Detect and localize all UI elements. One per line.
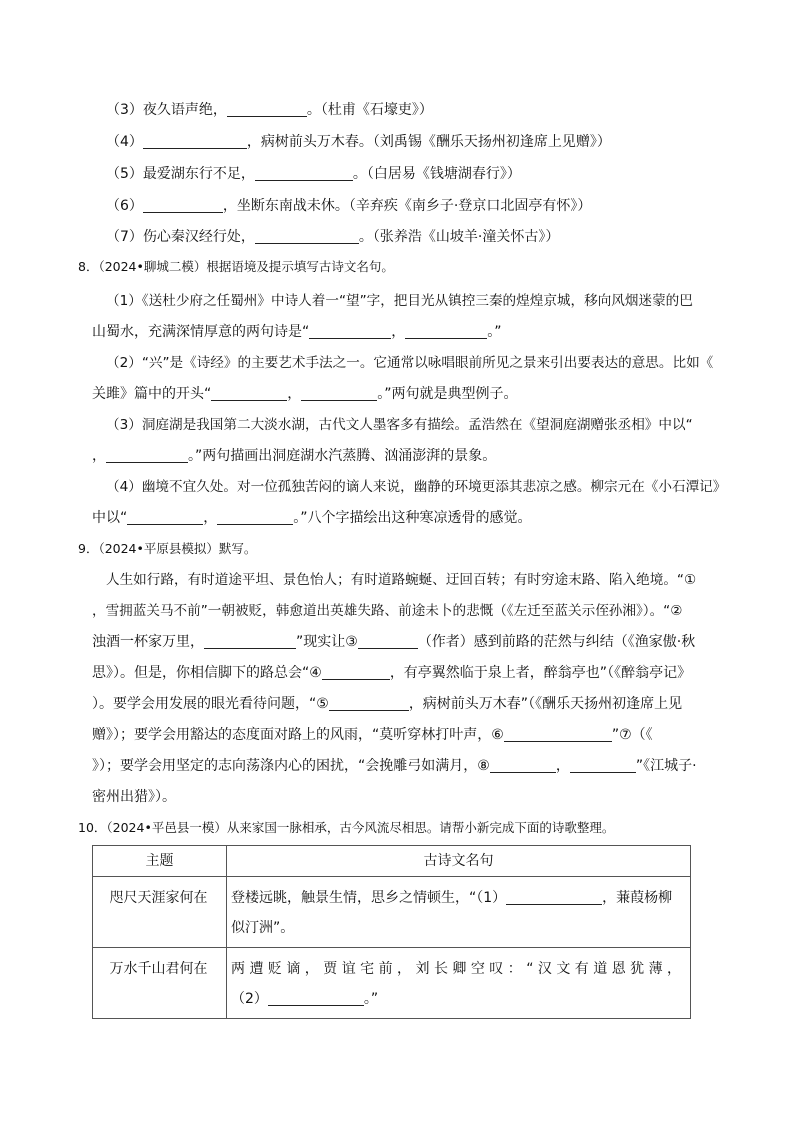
q9-line5: ）。要学会用发展的眼光看待问题，“⑤ ，病树前头万木春”（《酬乐天扬州初逢席上见: [92, 696, 683, 712]
q9-line3: 浊酒一杯家万里， ”现实让③ （作者）感到前路的茫然与纠结（《渔家傲·秋: [92, 634, 696, 650]
table-row: [93, 877, 691, 948]
answer-blank[interactable]: [211, 386, 287, 401]
answer-blank[interactable]: [329, 696, 409, 711]
lines-cell: 两 遭 贬 谪 ， 贾 谊 宅 前 ， 刘 长 卿 空 叹 ： “ 汉 文 有 道 恩 犹 薄 ， （2） 。”: [227, 948, 691, 1019]
answer-blank[interactable]: [301, 386, 377, 401]
q9-line2: ，雪拥蓝关马不前”一朝被贬，韩愈道出英雄失路、前途未卜的悲慨（《左迁至蓝关示侄孙湘》）。“②: [92, 603, 683, 619]
q8-part1-line1: （1）《送杜少府之任蜀州》中诗人着一“望”字，把目光从镇控三秦的煌煌京城，移向风烟迷蒙的巴: [106, 293, 693, 309]
q10-heading: 10．（2024•平邑县一模）从来家国一脉相承，古今风流尽相思。请帮小新完成下面的诗歌整理。: [78, 820, 615, 835]
table-row: [93, 948, 691, 1019]
answer-blank[interactable]: [227, 102, 307, 117]
answer-blank[interactable]: [127, 510, 203, 525]
answer-blank[interactable]: [204, 634, 296, 649]
q9-line1: 人生如行路，有时道途平坦、景色怡人；有时道路蜿蜒、迂回百转；有时穷途末路、陷入绝境。“①: [106, 572, 697, 588]
answer-blank[interactable]: [309, 324, 391, 339]
topic-cell: 万水千山君何在: [93, 948, 227, 1019]
q9-line8: 密州出猎》）。: [92, 789, 176, 805]
q9-heading: 9．（2024•平原县模拟）默写。: [78, 541, 257, 556]
answer-blank[interactable]: [322, 665, 390, 680]
q9-line7: 》）；要学会用坚定的志向荡涤内心的困扰，“会挽雕弓如满月，⑧ ， ”《江城子·: [92, 758, 697, 774]
poem-table: [92, 845, 691, 1019]
answer-blank[interactable]: [504, 727, 612, 742]
answer-blank[interactable]: [268, 991, 364, 1006]
answer-blank[interactable]: [255, 229, 359, 244]
q8-heading: 8．（2024•聊城二模）根据语境及提示填写古诗文名句。: [78, 259, 394, 274]
answer-blank[interactable]: [255, 166, 353, 181]
q9-line6: 赠》）；要学会用豁达的态度面对路上的风雨，“莫听穿林打叶声，⑥ ”⑦（《: [92, 727, 653, 743]
q8-part2-line2: 关雎》篇中的开头“ ， 。”两句就是典型例子。: [92, 386, 518, 402]
q7-item-4: （4） ，病树前头万木春。（刘禹锡《酬乐天扬州初逢席上见赠》）: [106, 134, 611, 150]
answer-blank[interactable]: [217, 510, 293, 525]
q9-line4: 思》）。但是，你相信脚下的路总会“④ ，有亭翼然临于泉上者，醉翁亭也”（《醉翁亭记》: [92, 665, 692, 681]
answer-blank[interactable]: [490, 758, 556, 773]
q7-item-6: （6） ，坐断东南战未休。（辛弃疾《南乡子·登京口北固亭有怀》）: [106, 198, 592, 214]
answer-blank[interactable]: [506, 890, 602, 905]
answer-blank[interactable]: [570, 758, 636, 773]
answer-blank[interactable]: [405, 324, 487, 339]
column-header-lines: 古诗文名句: [227, 846, 691, 877]
answer-blank[interactable]: [143, 198, 223, 213]
q8-part2-line1: （2）“兴”是《诗经》的主要艺术手法之一。它通常以咏唱眼前所见之景来引出要表达的意思。比如《: [106, 355, 714, 371]
answer-blank[interactable]: [358, 634, 418, 649]
column-header-topic: 主题: [93, 846, 227, 877]
topic-cell: 咫尺天涯家何在: [93, 877, 227, 948]
q8-part1-line2: 山蜀水，充满深情厚意的两句诗是“ ， 。”: [92, 324, 502, 340]
q8-part4-line1: （4）幽境不宜久处。对一位孤独苦闷的谪人来说，幽静的环境更添其悲凉之感。柳宗元在《小石潭记》: [106, 479, 727, 495]
q7-item-7: （7）伤心秦汉经行处， 。（张养浩《山坡羊·潼关怀古》）: [106, 229, 560, 245]
q8-part3-line2: ， 。”两句描画出洞庭湖水汽蒸腾、汹涌澎湃的景象。: [92, 448, 497, 464]
lines-cell: 登楼远眺，触景生情，思乡之情顿生，“（1） ，蒹葭杨柳似汀洲”。: [227, 877, 691, 948]
table-header-row: [93, 846, 691, 877]
q7-item-3: （3）夜久语声绝， 。（杜甫《石壕吏》）: [106, 102, 433, 118]
answer-blank[interactable]: [143, 134, 247, 149]
answer-blank[interactable]: [106, 448, 188, 463]
q8-part3-line1: （3）洞庭湖是我国第二大淡水湖，古代文人墨客多有描绘。孟浩然在《望洞庭湖赠张丞相》中以“: [106, 417, 693, 433]
q8-part4-line2: 中以“ ， 。”八个字描绘出这种寒凉透骨的感觉。: [92, 510, 532, 526]
q7-item-5: （5）最爱湖东行不足， 。（白居易《钱塘湖春行》）: [106, 166, 521, 182]
